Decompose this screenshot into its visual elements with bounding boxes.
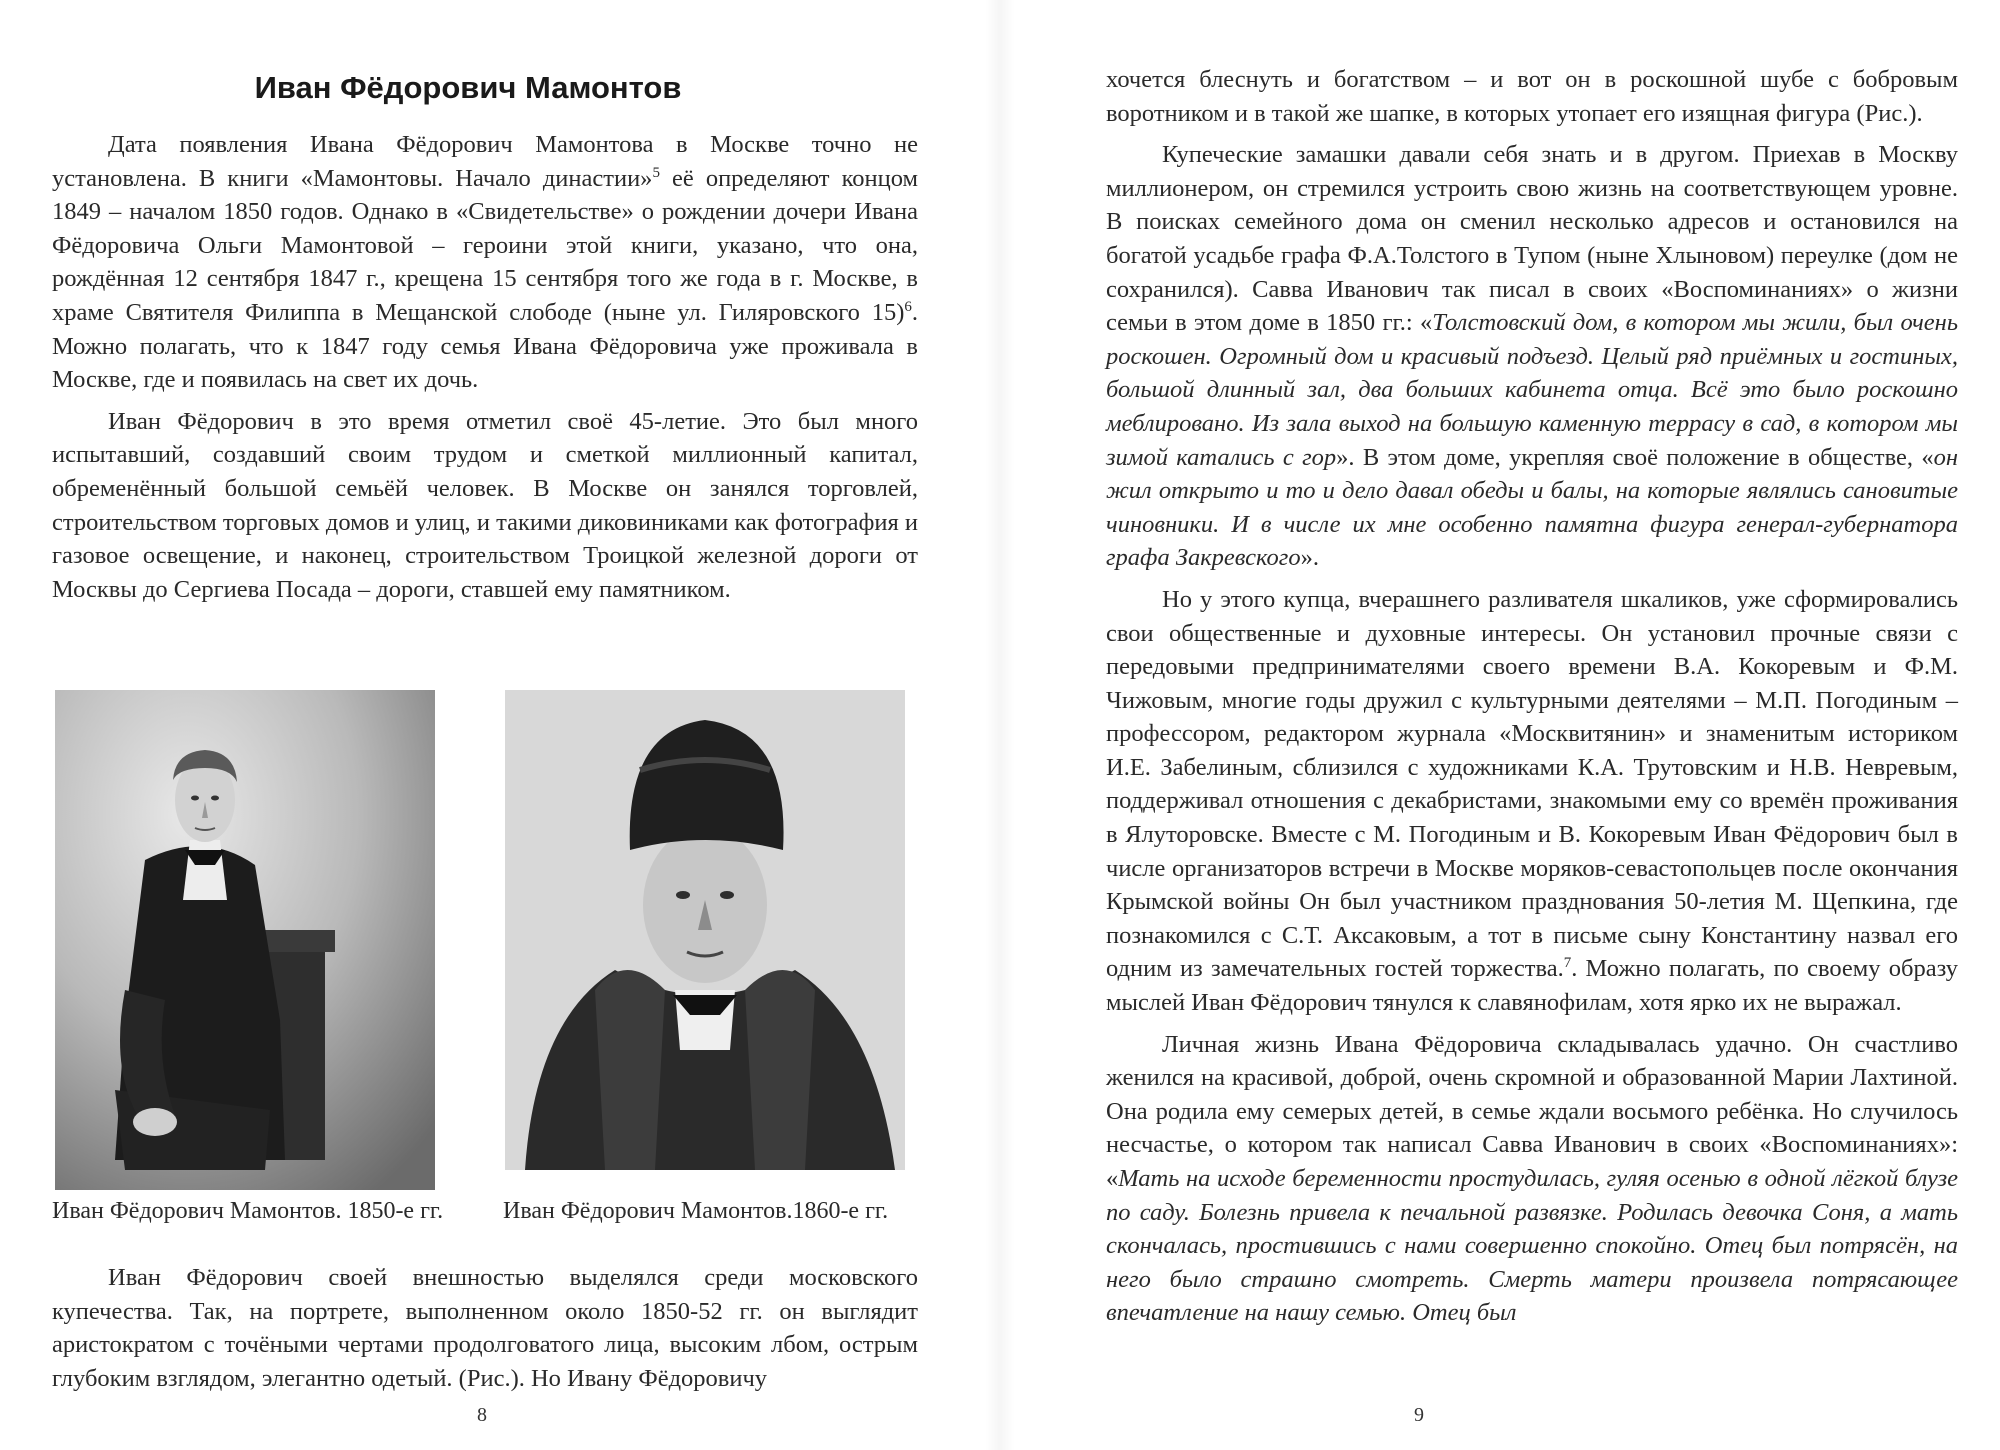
left-text-top [52,128,918,606]
right-paragraph-3: Но у этого купца, вчерашнего разливателя шкаликов, уже сформировались свои общественные и духовные интересы. Он установил прочные связи с передовыми предпринимателями своего времени В.А. Кокоревым и Ф.М. Чижовым, многие годы дружил с культурными деятелями – М.П. Погодиным – профессором, редактором журнала «Москвитянин» и знаменитым историком И.Е. Забелиным, сблизился с художниками К.А. Трутовским и Н.В. Невревым, поддерживал отношения с декабристами, знакомыми ему со времён проживания в Ялуторовске. Вместе с М. Погодиным и В. Кокоревым Иван Фёдорович был в числе организаторов встречи в Москве моряков-севастопольцев после окончания Крымской войны Он был участником празднования 50-летия М. Щепкина, где познакомился с С.Т. Аксаковым, а тот в письме сыну Константину назвал его одним из замечательных гостей торжества.$^7$. Можно полагать, по своему образу мыслей Иван Фёдорович тянулся к славянофилам, хотя ярко их не выражал. [1106,585,1958,1017]
left-paragraph-3: Иван Фёдорович своей внешностью выделялся среди московского купечества. Так, на портрете, выполненном около 1850-52 гг. он выглядит аристократом с точёными чертами продолговатого лица, высоким лбом, острым глубоким взглядом, элегантно одетый. (Рис.). Но Ивану Фёдоровичу [52,1264,918,1392]
quote-open-house: он жил открыто и то и дело давал обеды и балы, на которые являлись сановитые чиновники. И в числе их мне особенно памятна фигура генерал-губернатора графа Закревского [1106,443,1958,572]
page-number-left: 8 [477,1404,487,1426]
left-text-bottom [52,1261,918,1395]
chapter-title: Иван Фёдорович Мамонтов [254,70,682,105]
footnote-6: 6 [904,298,912,315]
right-paragraph-2: Купеческие замашки давали себя знать и в другом. Приехав в Москву миллионером, он стремился устроить свою жизнь на соответствующем уровне. В поисках семейного дома он сменил несколько адресов и остановился на богатой усадьбе графа Ф.А.Толстого в Тупом (ныне Хлыновом) переулке (дом не сохранился). Савва Иванович так писал в своих «Воспоминаниях» о жизни семьи в этом доме в 1850 гг.: «Толстовский дом, в котором мы жили, был очень роскошен. Огромный дом и красивый подъезд. Целый ряд приёмных и гостиных, большой длинный зал, два больших кабинета отца. Всё это было роскошно меблировано. Из зала выход на большую каменную террасу в сад, в котором мы зимой катались с гор». В этом доме, укрепляя своё положение в обществе, «он жил открыто и то и дело давал обеды и балы, на которые являлись сановитые чиновники. И в числе их мне особенно памятна фигура генерал-губернатора графа Закревского». [1106,141,1958,572]
left-paragraph-1: Дата появления Ивана Фёдорович Мамонтова в Москве точно не установлена. В книги «Мамонтовы. Начало династии»$^5$ её определяют концом 1849 – началом 1850 годов. Однако в «Свидетельстве» о рождении дочери Ивана Фёдоровича Ольги Мамонтовой – героини этой книги, указано, что она, рождённая 12 сентября 1847 г., крещена 15 сентября того же года в г. Москве, в храме Святителя Филиппа в Мещанской слободе (ныне ул. Гиляровского 15)$^6$. Можно полагать, что к 1847 году семья Ивана Фёдоровича уже проживала в Москве, где и появилась на свет их дочь. [52,131,918,394]
caption-1850s: Иван Фёдорович Мамонтов. 1850-е гг. [52,1198,444,1224]
quote-tolstoy-house: Толстовский дом, в котором мы жили, был очень роскошен. Огромный дом и красивый подъезд. Целый ряд приёмных и гостиных, большой длинный зал, два больших кабинета отца. Всё это было роскошно меблировано. Из зала выход на большую каменную террасу в сад, в котором мы зимой катались с гор [1106,309,1958,471]
page-number-right: 9 [1414,1404,1424,1426]
footnote-7: 7 [1563,955,1572,972]
quote-mother-death: Мать на исходе беременности простудилась, гуляя осенью в одной лёгкой блузе по саду. Болезнь привела к печальной развязке. Родилась девочка Соня, а мать скончалась, простившись с нами совершенно спокойно. Отец был потрясён, на него было страшно смотреть. Смерть матери произвела потрясающее впечатление на нашу семью. Отец был [1106,1165,1958,1327]
right-paragraph-4: Личная жизнь Ивана Фёдоровича складывалась удачно. Он счастливо женился на красивой, доброй, очень скромной и образованной Марии Лахтиной. Она родила ему семерых детей, в семье ждали восьмого ребёнка. Но случилось несчастье, о котором так написал Савва Иванович в своих «Воспоминаниях»: «Мать на исходе беременности простудилась, гуляя осенью в одной лёгкой блузе по саду. Болезнь привела к печальной развязке. Родилась девочка Соня, а мать скончалась, простившись с нами совершенно спокойно. Отец был потрясён, на него было страшно смотреть. Смерть матери произвела потрясающее впечатление на нашу семью. Отец был [1106,1030,1958,1327]
caption-1860s: Иван Фёдорович Мамонтов.1860-е гг. [503,1198,889,1224]
portrait-photo-1860s [505,690,905,1170]
right-paragraph-1: хочется блеснуть и богатством – и вот он в роскошной шубе с бобровым воротником и в такой же шапке, в которых утопает его изящная фигура (Рис.). [1106,66,1958,127]
footnote-5: 5 [652,164,660,181]
right-text [1106,63,1958,1330]
left-paragraph-2: Иван Фёдорович в это время отметил своё 45-летие. Это был много испытавший, создавший своим трудом и сметкой миллионный капитал, обременённый большой семьёй человек. В Москве он занялся торговлей, строительством торговых домов и улиц, и такими диковиниками как фотография и газовое освещение, и наконец, строительством Троицкой железной дороги от Москвы до Сергиева Посада – дороги, ставшей ему памятником. [52,407,918,603]
portrait-photo-1850s [55,690,435,1190]
